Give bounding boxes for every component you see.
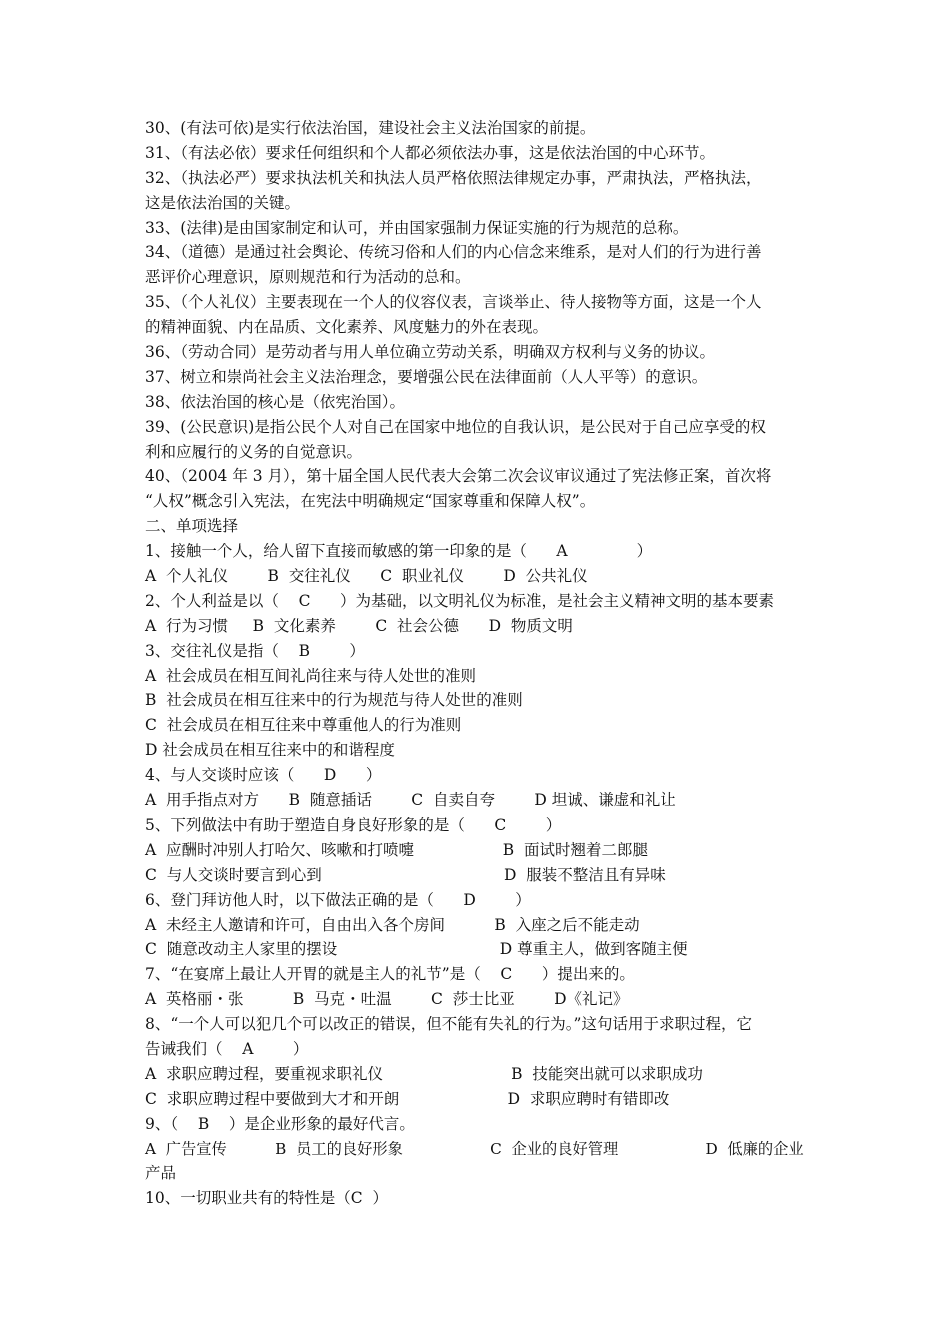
text-line: 39、(公民意识)是指公民个人对自己在国家中地位的自我认识，是公民对于自己应享受的权 xyxy=(145,417,766,436)
text-line: 32、（执法必严）要求执法机关和执法人员严格依照法律规定办事，严肃执法，严格执法， xyxy=(145,168,762,187)
text-line: 恶评价心理意识，原则规范和行为活动的总和。 xyxy=(145,268,471,287)
option-line: C 社会成员在相互往来中尊重他人的行为准则 xyxy=(145,716,462,735)
question-line: 1、接触一个人，给人留下直接而敏感的第一印象的是（ A ） xyxy=(145,542,653,561)
options-line: A 用手指点对方 B 随意插话 C 自卖自夸 D 坦诚、谦虚和礼让 xyxy=(145,791,676,810)
options-line: C 与人交谈时要言到心到 D 服装不整洁且有异味 xyxy=(145,865,666,884)
options-line: A 应酬时冲别人打哈欠、咳嗽和打喷嚏 B 面试时翘着二郎腿 xyxy=(145,840,648,859)
text-line: 的精神面貌、内在品质、文化素养、风度魅力的外在表现。 xyxy=(145,318,549,337)
text-line: 利和应履行的义务的自觉意识。 xyxy=(145,442,363,461)
option-line: B 社会成员在相互往来中的行为规范与待人处世的准则 xyxy=(145,691,523,710)
text-line: 31、（有法必依）要求任何组织和个人都必须依法办事，这是依法治国的中心环节。 xyxy=(145,143,715,162)
section-heading: 二、单项选择 xyxy=(145,517,239,536)
text-line: 40、（2004 年 3 月），第十届全国人民代表大会第二次会议审议通过了宪法修正案，首次将 xyxy=(145,467,772,486)
options-line: A 求职应聘过程，要重视求职礼仪 B 技能突出就可以求职成功 xyxy=(145,1064,703,1083)
text-line: 34、（道德）是通过社会舆论、传统习俗和人们的内心信念来维系，是对人们的行为进行善 xyxy=(145,243,762,262)
options-line: A 未经主人邀请和许可，自由出入各个房间 B 入座之后不能走动 xyxy=(145,915,640,934)
question-line: 4、与人交谈时应该（ D ） xyxy=(145,766,382,785)
question-line: 5、下列做法中有助于塑造自身良好形象的是（ C ） xyxy=(145,815,562,834)
question-line: 告诫我们（ A ） xyxy=(145,1039,309,1058)
question-line: 3、交往礼仪是指（ B ） xyxy=(145,641,365,660)
options-line: A 个人礼仪 B 交往礼仪 C 职业礼仪 D 公共礼仪 xyxy=(145,567,588,586)
option-line: D 社会成员在相互往来中的和谐程度 xyxy=(145,741,395,760)
question-line: 2、个人利益是以（ C ）为基础，以文明礼仪为标准，是社会主义精神文明的基本要素 xyxy=(145,591,774,610)
options-line: A 英格丽・张 B 马克・吐温 C 莎士比亚 D《礼记》 xyxy=(145,990,629,1009)
text-line: 35、（个人礼仪）主要表现在一个人的仪容仪表，言谈举止、待人接物等方面，这是一个人 xyxy=(145,293,762,312)
text-line: 37、树立和崇尚社会主义法治理念，要增强公民在法律面前（人人平等）的意识。 xyxy=(145,367,708,386)
text-line: 33、(法律)是由国家制定和认可，并由国家强制力保证实施的行为规范的总称。 xyxy=(145,218,689,237)
text-line: 30、(有法可依)是实行依法治国，建设社会主义法治国家的前提。 xyxy=(145,119,596,137)
question-line: 6、登门拜访他人时，以下做法正确的是（ D ） xyxy=(145,890,531,909)
options-line: A 广告宣传 B 员工的良好形象 C 企业的良好管理 D 低廉的企业 xyxy=(145,1139,804,1158)
document-page xyxy=(145,116,810,1211)
question-line: 8、“一个人可以犯几个可以改正的错误，但不能有失礼的行为。”这句话用于求职过程，它 xyxy=(145,1015,752,1034)
options-line: A 行为习惯 B 文化素养 C 社会公德 D 物质文明 xyxy=(145,616,573,635)
question-line: 7、“在宴席上最让人开胃的就是主人的礼节”是（ C ）提出来的。 xyxy=(145,965,635,984)
question-line: 9、（ B ）是企业形象的最好代言。 xyxy=(145,1114,415,1133)
option-line: A 社会成员在相互间礼尚往来与待人处世的准则 xyxy=(145,666,477,685)
options-line: C 随意改动主人家里的摆设 D 尊重主人，做到客随主便 xyxy=(145,940,688,959)
text-line: 38、依法治国的核心是（依宪治国）。 xyxy=(145,392,405,411)
options-line: 产品 xyxy=(145,1164,177,1183)
text-line: “人权”概念引入宪法，在宪法中明确规定“国家尊重和保障人权”。 xyxy=(145,492,596,511)
text-line: 36、（劳动合同）是劳动者与用人单位确立劳动关系，明确双方权利与义务的协议。 xyxy=(145,343,715,362)
options-line: C 求职应聘过程中要做到大才和开朗 D 求职应聘时有错即改 xyxy=(145,1089,670,1108)
question-line: 10、一切职业共有的特性是（C ） xyxy=(145,1189,388,1208)
text-line: 这是依法治国的关键。 xyxy=(145,193,301,212)
